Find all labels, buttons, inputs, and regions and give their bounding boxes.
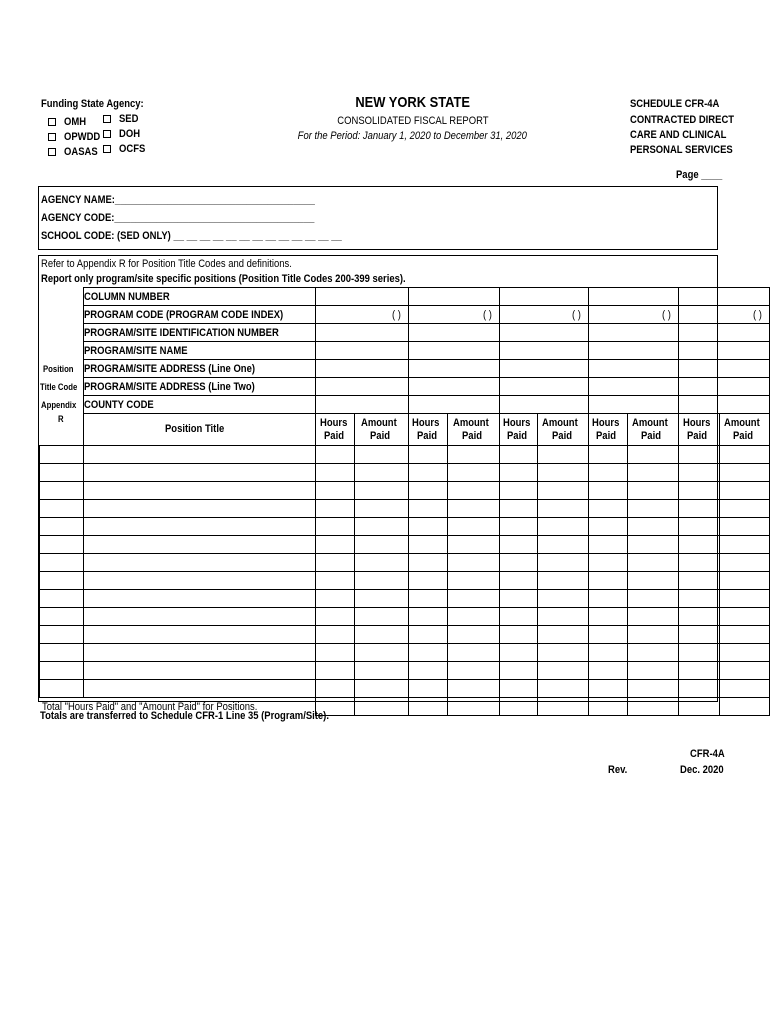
- amount-paid-cell[interactable]: [355, 500, 409, 518]
- side-label: Position: [43, 363, 74, 374]
- amount-paid-cell[interactable]: [628, 500, 679, 518]
- position-title-code-cell[interactable]: [40, 536, 84, 554]
- program-column-cell[interactable]: [679, 378, 770, 396]
- schedule-line-3: CARE AND CLINICAL: [630, 129, 727, 141]
- hours-paid-cell[interactable]: [589, 572, 628, 590]
- total-amount-cell[interactable]: [538, 698, 589, 716]
- table-row: [40, 482, 770, 500]
- positions-table: [39, 287, 770, 716]
- amount-paid-cell[interactable]: [355, 644, 409, 662]
- amount-paid-cell[interactable]: [719, 554, 769, 572]
- program-column-cell[interactable]: [589, 378, 679, 396]
- agency-ocfs[interactable]: OCFS: [103, 141, 150, 156]
- program-column-cell[interactable]: [316, 288, 409, 306]
- amount-paid-cell[interactable]: [628, 464, 679, 482]
- amount-paid-cell[interactable]: [538, 608, 589, 626]
- amount-paid-cell[interactable]: [355, 662, 409, 680]
- amount-paid-cell[interactable]: [355, 518, 409, 536]
- hours-paid-cell[interactable]: [500, 518, 538, 536]
- amount-paid-cell[interactable]: [719, 536, 769, 554]
- amount-paid-cell[interactable]: [628, 644, 679, 662]
- form-date: Dec. 2020: [680, 764, 724, 776]
- position-title-cell[interactable]: [83, 626, 316, 644]
- amount-paid-cell[interactable]: [355, 608, 409, 626]
- hours-paid-header: Hours Paid: [500, 414, 538, 446]
- program-column-cell[interactable]: [589, 396, 679, 414]
- form-id: CFR-4A: [690, 748, 725, 760]
- amount-paid-cell[interactable]: [628, 626, 679, 644]
- hours-paid-cell[interactable]: [409, 554, 448, 572]
- amount-paid-cell[interactable]: [719, 572, 769, 590]
- side-label-cell: [40, 378, 84, 396]
- position-title-cell[interactable]: [83, 554, 316, 572]
- program-code-index: ( ): [391, 308, 401, 321]
- hours-paid-cell[interactable]: [679, 464, 720, 482]
- row-label: PROGRAM/SITE ADDRESS (Line Two): [83, 378, 316, 396]
- agency-opwdd[interactable]: OPWDD: [48, 129, 106, 144]
- hours-paid-cell[interactable]: [316, 518, 355, 536]
- schedule-line-1: SCHEDULE CFR-4A: [630, 98, 720, 110]
- program-column-cell[interactable]: [500, 306, 589, 324]
- hours-paid-cell[interactable]: [316, 608, 355, 626]
- total-hours-cell[interactable]: [409, 698, 448, 716]
- hours-paid-cell[interactable]: [589, 518, 628, 536]
- position-title-cell[interactable]: [83, 482, 316, 500]
- hours-paid-cell[interactable]: [679, 446, 720, 464]
- column-header-row: [40, 414, 770, 446]
- hours-paid-cell[interactable]: [500, 680, 538, 698]
- hours-paid-cell[interactable]: [409, 464, 448, 482]
- table-row: [40, 680, 770, 698]
- hours-paid-cell[interactable]: [409, 644, 448, 662]
- position-title-cell[interactable]: [83, 536, 316, 554]
- program-column-cell[interactable]: [409, 396, 500, 414]
- amount-paid-cell[interactable]: [538, 536, 589, 554]
- agency-oasas[interactable]: OASAS: [48, 144, 106, 159]
- side-label-cell: [40, 396, 84, 414]
- side-label-cell: [40, 342, 84, 360]
- checkbox-icon[interactable]: [48, 148, 56, 156]
- revision-label: Rev.: [608, 764, 628, 776]
- hours-paid-cell[interactable]: [409, 500, 448, 518]
- amount-paid-cell[interactable]: [719, 644, 769, 662]
- amount-paid-cell[interactable]: [719, 608, 769, 626]
- hours-paid-cell[interactable]: [316, 626, 355, 644]
- hours-paid-cell[interactable]: [316, 680, 355, 698]
- amount-paid-cell[interactable]: [355, 536, 409, 554]
- amount-paid-cell[interactable]: [448, 446, 500, 464]
- amount-paid-cell[interactable]: [355, 590, 409, 608]
- table-row: [40, 590, 770, 608]
- program-column-cell[interactable]: [316, 396, 409, 414]
- program-column-cell[interactable]: [316, 360, 409, 378]
- hours-paid-cell[interactable]: [316, 644, 355, 662]
- program-column-cell[interactable]: [589, 324, 679, 342]
- hours-paid-cell[interactable]: [589, 536, 628, 554]
- amount-paid-cell[interactable]: [538, 554, 589, 572]
- appendix-note: Refer to Appendix R for Position Title Codes and definitions.: [41, 258, 292, 270]
- position-title-code-cell[interactable]: [40, 662, 84, 680]
- amount-paid-cell[interactable]: [538, 482, 589, 500]
- hours-paid-cell[interactable]: [500, 446, 538, 464]
- amount-paid-cell[interactable]: [355, 464, 409, 482]
- amount-paid-cell[interactable]: [355, 554, 409, 572]
- hours-paid-cell[interactable]: [500, 500, 538, 518]
- position-title-code-cell[interactable]: [40, 644, 84, 662]
- hours-paid-cell[interactable]: [316, 482, 355, 500]
- hours-paid-cell[interactable]: [589, 500, 628, 518]
- amount-paid-cell[interactable]: [448, 644, 500, 662]
- amount-paid-cell[interactable]: [448, 464, 500, 482]
- hours-paid-cell[interactable]: [409, 572, 448, 590]
- hours-paid-cell[interactable]: [679, 482, 720, 500]
- row-label: PROGRAM/SITE IDENTIFICATION NUMBER: [83, 324, 316, 342]
- program-column-cell[interactable]: [589, 306, 679, 324]
- header-row: [40, 288, 770, 306]
- position-title-cell[interactable]: [83, 608, 316, 626]
- amount-paid-cell[interactable]: [719, 446, 769, 464]
- amount-paid-cell[interactable]: [448, 500, 500, 518]
- amount-paid-cell[interactable]: [538, 464, 589, 482]
- agency-code-field[interactable]: AGENCY CODE:______________________________________: [41, 212, 315, 224]
- hours-paid-cell[interactable]: [589, 590, 628, 608]
- hours-paid-cell[interactable]: [589, 662, 628, 680]
- hours-paid-cell[interactable]: [316, 536, 355, 554]
- hours-paid-cell[interactable]: [500, 572, 538, 590]
- table-row: [40, 554, 770, 572]
- hours-paid-cell[interactable]: [679, 626, 720, 644]
- amount-paid-cell[interactable]: [355, 482, 409, 500]
- hours-paid-cell[interactable]: [589, 446, 628, 464]
- agency-name-field[interactable]: AGENCY NAME:______________________________________: [41, 194, 315, 206]
- report-period: For the Period: January 1, 2020 to December 31, 2020: [297, 130, 528, 142]
- position-title-code-cell[interactable]: [40, 572, 84, 590]
- program-code-index: ( ): [752, 308, 762, 321]
- amount-paid-cell[interactable]: [538, 572, 589, 590]
- table-row: [40, 644, 770, 662]
- side-label: Title Code: [39, 381, 77, 392]
- header-row: [40, 342, 770, 360]
- hours-paid-cell[interactable]: [409, 518, 448, 536]
- position-title-code-cell[interactable]: [40, 518, 84, 536]
- program-column-cell[interactable]: [316, 378, 409, 396]
- amount-paid-cell[interactable]: [448, 590, 500, 608]
- hours-paid-cell[interactable]: [679, 608, 720, 626]
- table-row: [40, 536, 770, 554]
- position-title-code-cell[interactable]: [40, 608, 84, 626]
- hours-paid-header: Hours Paid: [589, 414, 628, 446]
- amount-paid-cell[interactable]: [448, 554, 500, 572]
- hours-paid-cell[interactable]: [316, 500, 355, 518]
- amount-paid-cell[interactable]: [448, 608, 500, 626]
- hours-paid-cell[interactable]: [589, 482, 628, 500]
- program-column-cell[interactable]: [500, 396, 589, 414]
- hours-paid-cell[interactable]: [679, 644, 720, 662]
- amount-paid-cell[interactable]: [628, 518, 679, 536]
- amount-paid-cell[interactable]: [538, 626, 589, 644]
- hours-paid-cell[interactable]: [316, 554, 355, 572]
- hours-paid-cell[interactable]: [409, 536, 448, 554]
- position-title-cell[interactable]: [83, 590, 316, 608]
- table-row: [40, 500, 770, 518]
- program-column-cell[interactable]: [409, 378, 500, 396]
- amount-paid-cell[interactable]: [448, 626, 500, 644]
- position-title-code-cell[interactable]: [40, 482, 84, 500]
- position-title-cell[interactable]: [83, 446, 316, 464]
- program-column-cell[interactable]: [409, 288, 500, 306]
- program-column-cell[interactable]: [409, 360, 500, 378]
- total-hours-cell[interactable]: [500, 698, 538, 716]
- header-row: [40, 306, 770, 324]
- program-column-cell[interactable]: [500, 324, 589, 342]
- hours-paid-cell[interactable]: [500, 644, 538, 662]
- header-row: [40, 378, 770, 396]
- amount-paid-cell[interactable]: [628, 536, 679, 554]
- table-row: [40, 662, 770, 680]
- hours-paid-cell[interactable]: [316, 446, 355, 464]
- amount-paid-cell[interactable]: [448, 572, 500, 590]
- hours-paid-cell[interactable]: [589, 464, 628, 482]
- amount-paid-cell[interactable]: [628, 554, 679, 572]
- row-label: COLUMN NUMBER: [83, 288, 316, 306]
- hours-paid-cell[interactable]: [409, 680, 448, 698]
- amount-paid-header: Amount Paid: [355, 414, 409, 446]
- hours-paid-cell[interactable]: [409, 482, 448, 500]
- side-label-cell: [40, 288, 84, 306]
- total-amount-cell[interactable]: [719, 698, 769, 716]
- position-title-code-cell[interactable]: [40, 680, 84, 698]
- side-label: R: [57, 413, 64, 424]
- program-column-cell[interactable]: [409, 342, 500, 360]
- amount-paid-cell[interactable]: [448, 536, 500, 554]
- row-label: PROGRAM/SITE ADDRESS (Line One): [83, 360, 316, 378]
- position-title-cell[interactable]: [83, 464, 316, 482]
- table-row: [40, 608, 770, 626]
- program-column-cell[interactable]: [500, 360, 589, 378]
- hours-paid-cell[interactable]: [409, 662, 448, 680]
- amount-paid-cell[interactable]: [538, 500, 589, 518]
- program-column-cell[interactable]: [589, 360, 679, 378]
- header-row: [40, 360, 770, 378]
- amount-paid-cell[interactable]: [628, 572, 679, 590]
- position-title-code-cell[interactable]: [40, 464, 84, 482]
- hours-paid-cell[interactable]: [679, 590, 720, 608]
- hours-paid-cell[interactable]: [679, 662, 720, 680]
- schedule-line-4: PERSONAL SERVICES: [630, 144, 733, 156]
- amount-paid-cell[interactable]: [628, 590, 679, 608]
- hours-paid-cell[interactable]: [589, 680, 628, 698]
- amount-paid-header: Amount Paid: [538, 414, 589, 446]
- program-column-cell[interactable]: [589, 288, 679, 306]
- program-column-cell[interactable]: [589, 342, 679, 360]
- total-amount-cell[interactable]: [448, 698, 500, 716]
- row-label: COUNTY CODE: [83, 396, 316, 414]
- program-column-cell[interactable]: [679, 324, 770, 342]
- side-label-cell: [40, 324, 84, 342]
- program-code-index: ( ): [661, 308, 671, 321]
- hours-paid-cell[interactable]: [316, 590, 355, 608]
- program-column-cell[interactable]: [679, 306, 770, 324]
- position-title-header: Position Title: [83, 414, 316, 446]
- hours-paid-cell[interactable]: [500, 626, 538, 644]
- hours-paid-cell[interactable]: [316, 572, 355, 590]
- program-column-cell[interactable]: [409, 324, 500, 342]
- hours-paid-cell[interactable]: [500, 536, 538, 554]
- amount-paid-cell[interactable]: [355, 572, 409, 590]
- row-label: PROGRAM/SITE NAME: [83, 342, 316, 360]
- position-title-code-cell[interactable]: [40, 500, 84, 518]
- program-column-cell[interactable]: [679, 396, 770, 414]
- header-row: [40, 324, 770, 342]
- hours-paid-cell[interactable]: [679, 518, 720, 536]
- position-title-code-cell[interactable]: [40, 590, 84, 608]
- hours-paid-cell[interactable]: [589, 608, 628, 626]
- position-title-cell[interactable]: [83, 662, 316, 680]
- side-label-cell: [40, 306, 84, 324]
- hours-paid-cell[interactable]: [500, 608, 538, 626]
- table-row: [40, 626, 770, 644]
- amount-paid-cell[interactable]: [628, 482, 679, 500]
- amount-paid-cell[interactable]: [719, 590, 769, 608]
- amount-paid-cell[interactable]: [538, 662, 589, 680]
- amount-paid-cell[interactable]: [538, 446, 589, 464]
- amount-paid-cell[interactable]: [719, 482, 769, 500]
- report-scope-note: Report only program/site specific positions (Position Title Codes 200-399 series).: [41, 273, 406, 285]
- program-column-cell[interactable]: [316, 324, 409, 342]
- position-title-code-cell[interactable]: [40, 446, 84, 464]
- amount-paid-cell[interactable]: [719, 500, 769, 518]
- amount-paid-cell[interactable]: [719, 680, 769, 698]
- position-title-cell[interactable]: [83, 644, 316, 662]
- program-code-index: ( ): [482, 308, 492, 321]
- amount-paid-cell[interactable]: [628, 662, 679, 680]
- program-column-cell[interactable]: [316, 342, 409, 360]
- hours-paid-cell[interactable]: [679, 680, 720, 698]
- hours-paid-cell[interactable]: [589, 626, 628, 644]
- amount-paid-cell[interactable]: [628, 680, 679, 698]
- amount-paid-cell[interactable]: [448, 482, 500, 500]
- agency-doh[interactable]: DOH: [103, 126, 150, 141]
- amount-paid-cell[interactable]: [538, 680, 589, 698]
- amount-paid-cell[interactable]: [719, 626, 769, 644]
- position-title-cell[interactable]: [83, 572, 316, 590]
- total-label: Total "Hours Paid" and "Amount Paid" for Positions.: [40, 698, 316, 716]
- amount-paid-cell[interactable]: [355, 446, 409, 464]
- position-title-code-cell[interactable]: [40, 626, 84, 644]
- amount-paid-cell[interactable]: [448, 518, 500, 536]
- table-row: [40, 464, 770, 482]
- amount-paid-cell[interactable]: [448, 662, 500, 680]
- amount-paid-cell[interactable]: [355, 680, 409, 698]
- hours-paid-cell[interactable]: [409, 626, 448, 644]
- position-title-cell[interactable]: [83, 518, 316, 536]
- amount-paid-cell[interactable]: [719, 464, 769, 482]
- agency-sed[interactable]: SED: [103, 111, 150, 126]
- amount-paid-cell[interactable]: [538, 590, 589, 608]
- hours-paid-header: Hours Paid: [409, 414, 448, 446]
- page-title: NEW YORK STATE: [355, 94, 470, 111]
- agency-omh[interactable]: OMH: [48, 114, 106, 129]
- program-column-cell[interactable]: [500, 378, 589, 396]
- hours-paid-cell[interactable]: [679, 554, 720, 572]
- table-row: [40, 572, 770, 590]
- checkbox-icon[interactable]: [103, 145, 111, 153]
- amount-paid-header: Amount Paid: [719, 414, 769, 446]
- page-number-label: Page ____: [676, 169, 723, 181]
- row-label: PROGRAM CODE (PROGRAM CODE INDEX): [83, 306, 316, 324]
- side-label: Appendix: [40, 399, 76, 410]
- hours-paid-header: Hours Paid: [316, 414, 355, 446]
- table-row: [40, 518, 770, 536]
- program-column-cell[interactable]: [679, 342, 770, 360]
- amount-paid-cell[interactable]: [355, 626, 409, 644]
- hours-paid-cell[interactable]: [500, 554, 538, 572]
- hours-paid-cell[interactable]: [500, 464, 538, 482]
- program-column-cell[interactable]: [316, 306, 409, 324]
- position-title-code-cell[interactable]: [40, 554, 84, 572]
- header-row: [40, 396, 770, 414]
- hours-paid-header: Hours Paid: [679, 414, 720, 446]
- amount-paid-cell[interactable]: [448, 680, 500, 698]
- hours-paid-cell[interactable]: [316, 662, 355, 680]
- table-row: [40, 446, 770, 464]
- program-column-cell[interactable]: [679, 288, 770, 306]
- schedule-line-2: CONTRACTED DIRECT: [630, 114, 735, 126]
- amount-paid-cell[interactable]: [538, 518, 589, 536]
- hours-paid-cell[interactable]: [500, 482, 538, 500]
- hours-paid-cell[interactable]: [679, 536, 720, 554]
- report-subtitle: CONSOLIDATED FISCAL REPORT: [336, 115, 489, 127]
- hours-paid-cell[interactable]: [500, 662, 538, 680]
- hours-paid-cell[interactable]: [409, 446, 448, 464]
- amount-paid-cell[interactable]: [538, 644, 589, 662]
- hours-paid-cell[interactable]: [679, 500, 720, 518]
- amount-paid-cell[interactable]: [719, 662, 769, 680]
- amount-paid-cell[interactable]: [719, 518, 769, 536]
- hours-paid-cell[interactable]: [589, 644, 628, 662]
- totals-transfer-note: Totals are transferred to Schedule CFR-1 Line 35 (Program/Site).: [40, 710, 329, 722]
- hours-paid-cell[interactable]: [409, 590, 448, 608]
- position-title-cell[interactable]: [83, 500, 316, 518]
- program-column-cell[interactable]: [500, 342, 589, 360]
- total-hours-cell[interactable]: [679, 698, 720, 716]
- program-column-cell[interactable]: [409, 306, 500, 324]
- hours-paid-cell[interactable]: [316, 464, 355, 482]
- side-label-cell: [40, 414, 84, 446]
- amount-paid-cell[interactable]: [628, 608, 679, 626]
- amount-paid-cell[interactable]: [628, 446, 679, 464]
- side-label-cell: [40, 360, 84, 378]
- hours-paid-cell[interactable]: [409, 608, 448, 626]
- school-code-field[interactable]: SCHOOL CODE: (SED ONLY) __ __ __ __ __ __ __ __ __ __ __ __ __: [41, 230, 342, 242]
- position-title-cell[interactable]: [83, 680, 316, 698]
- program-column-cell[interactable]: [679, 360, 770, 378]
- amount-paid-header: Amount Paid: [628, 414, 679, 446]
- hours-paid-cell[interactable]: [679, 572, 720, 590]
- amount-paid-header: Amount Paid: [448, 414, 500, 446]
- hours-paid-cell[interactable]: [589, 554, 628, 572]
- program-code-index: ( ): [571, 308, 581, 321]
- total-amount-cell[interactable]: [628, 698, 679, 716]
- total-hours-cell[interactable]: [589, 698, 628, 716]
- funding-agency-label: Funding State Agency:: [41, 98, 144, 110]
- program-column-cell[interactable]: [500, 288, 589, 306]
- hours-paid-cell[interactable]: [500, 590, 538, 608]
